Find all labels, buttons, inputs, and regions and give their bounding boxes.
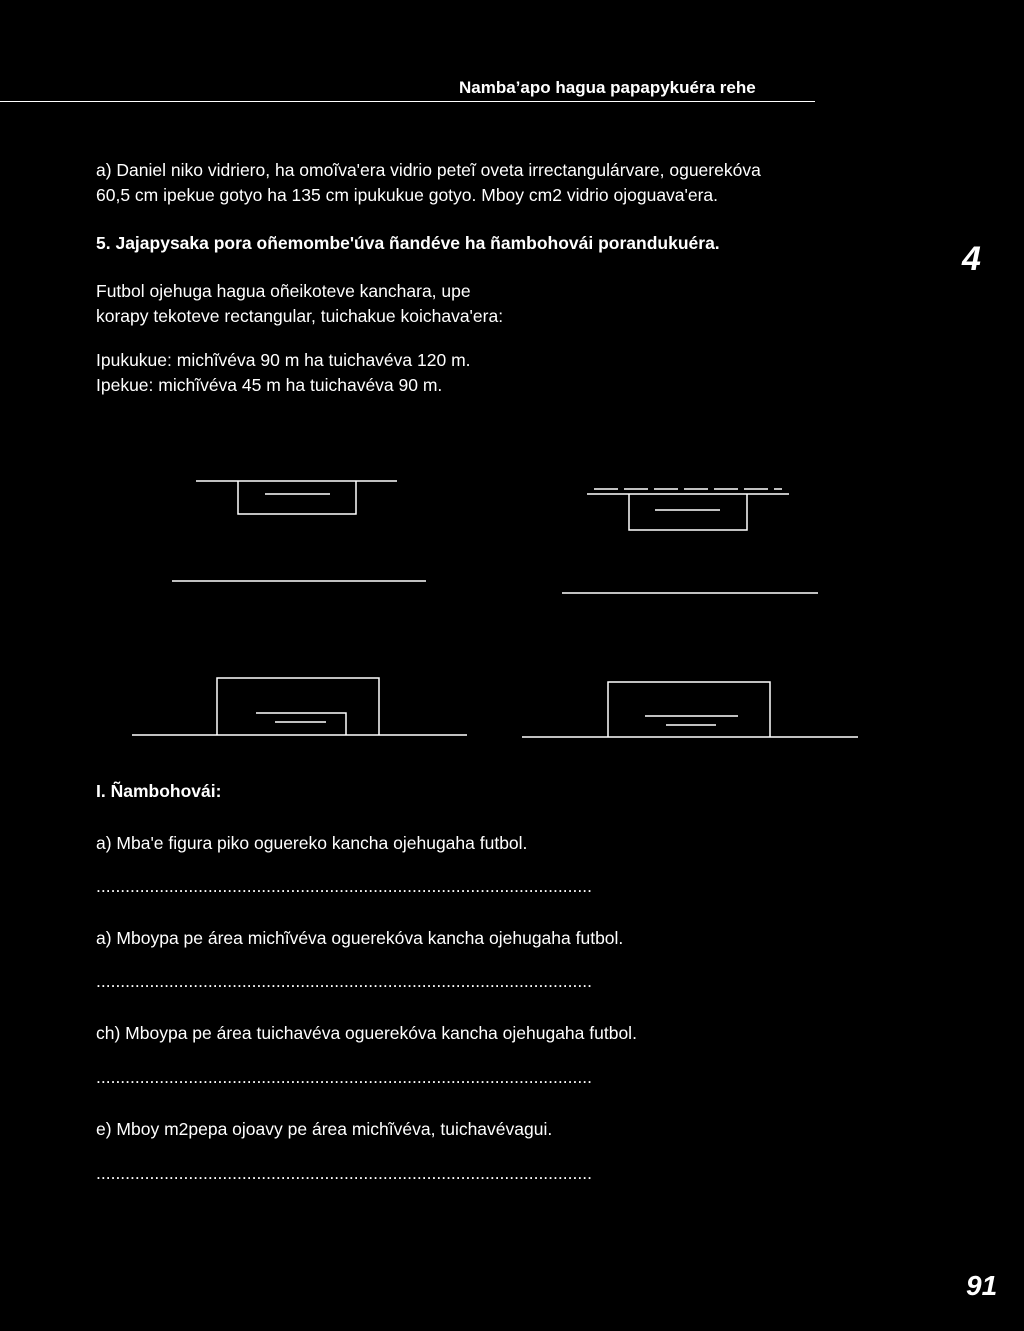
length-dimensions: Ipukukue: michĩvéva 90 m ha tuichavéva 120 m. [96, 350, 471, 370]
question-2: a) Mboypa pe área michĩvéva oguerekóva kancha ojehugaha futbol. [96, 928, 624, 948]
field-right [522, 489, 858, 737]
width-dimensions: Ipekue: michĩvéva 45 m ha tuichavéva 90 m. [96, 375, 443, 395]
chapter-number: 4 [962, 240, 981, 278]
section-5-intro-line2: korapy tekoteve rectangular, tuichakue koichava'era: [96, 306, 504, 326]
page-number: 91 [966, 1270, 998, 1301]
field-left [132, 481, 467, 735]
answer-line-3: ...................................................................................................... [96, 1067, 592, 1087]
question-1: a) Mba'e figura piko oguereko kancha ojehugaha futbol. [96, 833, 528, 853]
questions-heading: I. Ñambohovái: [96, 781, 222, 801]
answer-line-1: ...................................................................................................... [96, 876, 592, 896]
exercise-a-line1: a) Daniel niko vidriero, ha omoĩva'era vidrio peteĩ oveta irrectangulárvare, oguerekóva [96, 160, 761, 180]
question-3: ch) Mboypa pe área tuichavéva oguerekóva kancha ojehugaha futbol. [96, 1023, 637, 1043]
exercise-a-line2: 60,5 cm ipekue gotyo ha 135 cm ipukukue gotyo. Mboy cm2 vidrio ojoguava'era. [96, 185, 719, 205]
question-4: e) Mboy m2pepa ojoavy pe área michĩvéva, tuichavévagui. [96, 1119, 553, 1139]
answer-line-4: ...................................................................................................... [96, 1163, 592, 1183]
answer-line-2: ...................................................................................................... [96, 971, 592, 991]
running-header: Namba’apo hagua papapykuéra rehe [459, 78, 756, 97]
section-5-heading: 5. Jajapysaka pora oñemombe'úva ñandéve ha ñambohovái porandukuéra. [96, 233, 720, 253]
section-5-intro-line1: Futbol ojehuga hagua oñeikoteve kanchara, upe [96, 281, 471, 301]
